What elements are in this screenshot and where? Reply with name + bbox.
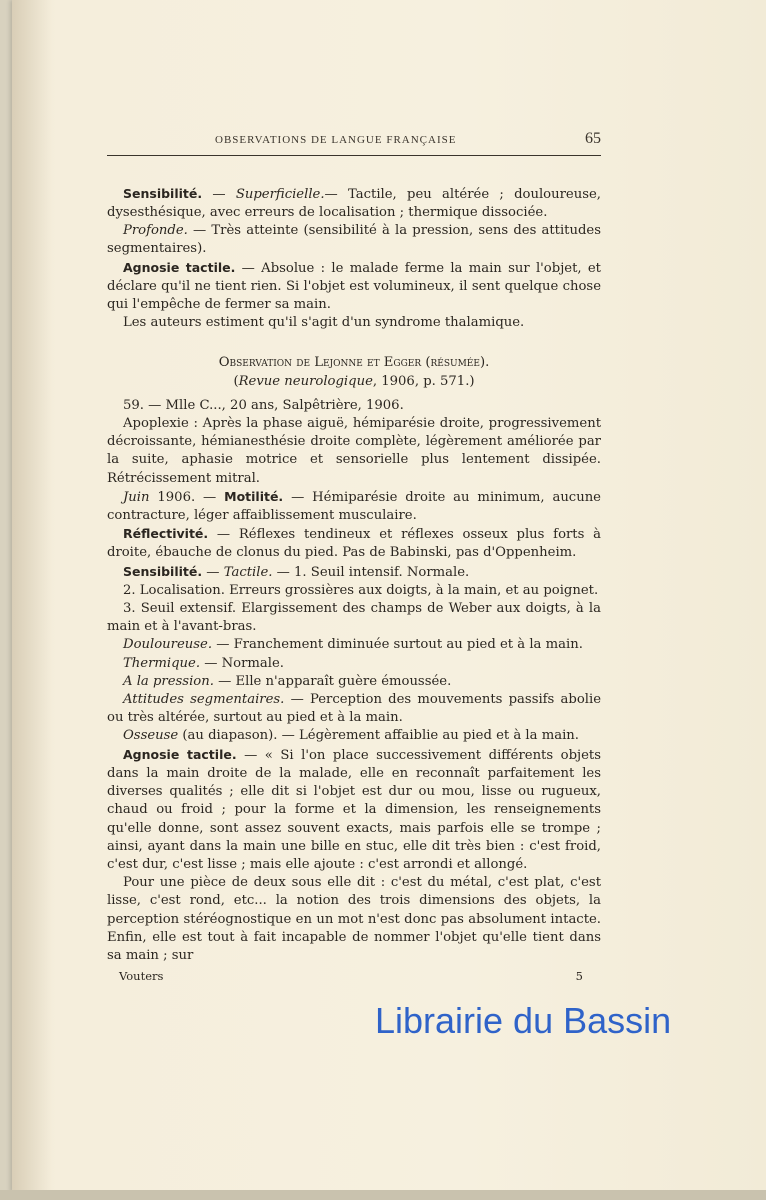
spine-shadow [12,0,52,1192]
footer-author: Vouters [119,969,164,984]
page-footer [107,967,601,985]
text-block [107,130,601,985]
para-localisation: 2. Localisation. Erreurs grossières aux doigts, à la main, et au poignet. [123,582,599,598]
watermark: Librairie du Bassin [375,1000,672,1041]
para-agnosie-1: Agnosie tactile. — Absolue : le malade ferme la main sur l'objet, et déclare qu'il ne tient rien. Si l'objet est volumineux, il sent quelque chose qui l'empêche de fermer sa main. [107,259,601,313]
header-rule [107,155,601,156]
para-douloureuse: Douloureuse. — Franchement diminuée surtout au pied et à la main. [123,637,583,653]
signature-mark: 5 [575,969,583,984]
running-title: OBSERVATIONS DE LANGUE FRANÇAISE [215,134,457,146]
table-surface [0,1190,766,1200]
para-piece: Pour une pièce de deux sous elle dit : c'est du métal, c'est plat, c'est lisse, c'est rond, etc... la notion des trois dimensions des objets, la perception stéréognostique en un mot n'est donc pas absolument intacte. Enfin, elle est tout à fait incapable de nommer l'objet qu'elle tient dans sa main ; sur [107,875,601,963]
para-sensibilite: Sensibilité. — Tactile. — 1. Seuil intensif. Normale. [123,563,470,580]
para-sensibilite-superficielle: Sensibilité. — Superficielle.— Tactile, peu altérée ; douloureuse, dysesthésique, avec erreurs de localisation ; thermique dissociée. [107,185,601,220]
para-reflectivite: Réflectivité. — Réflexes tendineux et réflexes osseux plus forts à droite, ébauche de clonus du pied. Pas de Babinski, pas d'Oppenheim. [107,526,601,561]
running-head [107,130,601,149]
case-intro: 59. — Mlle C..., 20 ans, Salpêtrière, 1906. [123,397,404,413]
para-conclusion: Les auteurs estiment qu'il s'agit d'un syndrome thalamique. [123,315,525,331]
para-thermique: Thermique. — Normale. [123,655,284,671]
para-profonde: Profonde. — Très atteinte (sensibilité à la pression, sens des attitudes segmentaires). [107,223,601,257]
para-pression: A la pression. — Elle n'apparaît guère émoussée. [123,673,452,689]
observation-reference: (Revue neurologique, 1906, p. 571.) [233,373,475,389]
para-motilite: Juin 1906. — Motilité. — Hémiparésie droite au minimum, aucune contracture, léger affaiblissement musculaire. [107,488,601,524]
para-agnosie-2: Agnosie tactile. — « Si l'on place successivement différents objets dans la main droite de la malade, elle en reconnaît parfaitement les diverses qualités ; elle dit si l'objet est dur ou mou, lisse ou rugueux, chaud ou froid ; pour la forme et la dimension, les renseignements qu'elle donne, sont assez souvent exacts, mais parfois elle se trompe ; ainsi, ayant dans la main une bille en stuc, elle dit très bien : c'est froid, c'est dur, c'est lisse ; mais elle ajoute : c'est arrondi et allongé. [107,746,601,872]
para-attitudes: Attitudes segmentaires. — Perception des mouvements passifs abolie ou très altérée, surtout au pied et à la main. [107,692,602,726]
page-number: 65 [585,130,601,147]
para-osseuse: Osseuse (au diapason). — Légèrement affaiblie au pied et à la main. [123,728,579,744]
para-seuil-extensif: 3. Seuil extensif. Elargissement des champs de Weber aux doigts, à la main et à l'avant-bras. [107,601,601,635]
para-apoplexie: Apoplexie : Après la phase aiguë, hémiparésie droite, progressivement décroissante, hémianesthésie droite complète, légèrement améliorée par la suite, aphasie motrice et sensorielle plus lentement dissipée. Rétrécissement mitral. [107,416,601,486]
observation-title: Observation de Lejonne et Egger (résumée). [218,355,490,371]
